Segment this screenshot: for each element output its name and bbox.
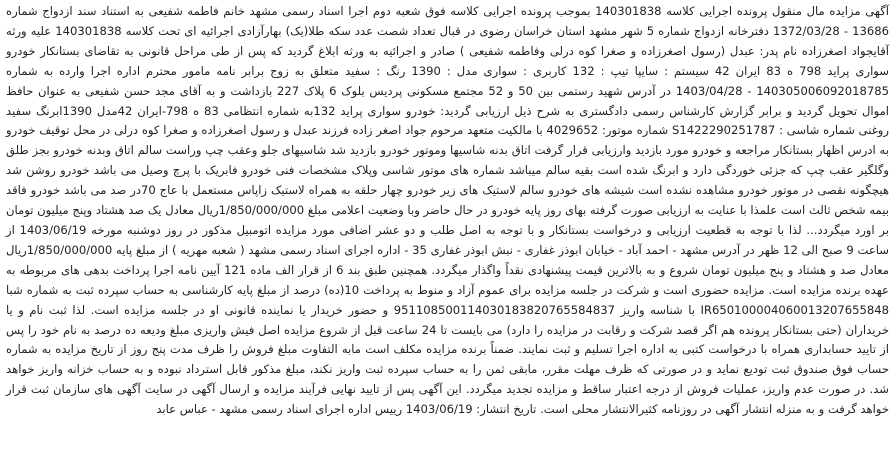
notice-body-text: آگهی مزایده مال منقول پرونده اجرایی کلاسه 140301838 بموجب پرونده اجرایی کلاسه فوق شعبه دوم اجرا اسناد رسمی مشهد خانم فاطمه شفیعی به استناد سند ازدواج شماره 13686 - 1372/03/28 دفترخانه ازدواج شماره 5 شهر مشهد استان خراسان رضوی در قبال تعداد شصت عدد سکه طلا(یک) بهارآزادی اجرائیه ای تحت کلاسه 140301838 علیه ورثه آقایجواد اصغرزاده نام پدر: عبدل (رسول اصغرزاده و صغرا کوه درلی وفاطمه شفیعی ) صادر و اجرائیه به ورثه ابلاغ گردید که پس از طی مراحل قانونی به تقاضای بستانکار خودرو سواری پراید 798 ه 83 ایران 42 سیستم : سایپا تیپ : 132 کاربری : سواری مدل : 1390 رنگ : سفید متعلق به زوج برابر نامه مامور محترم اداره اجرا وارده به شماره 140305006092018785 - 1403/04/28 در آدرس شهید رستمی بین 50 و 52 مجتمع مسکونی پردیس بلوک 6 پلاک 227 بازداشت و به آقای مجد حسن شفیعی به عنوان حافظ اموال تحویل گردید و برابر گزارش کارشناس رسمی دادگستری به شرح ذیل ارزیابی گردید: خودرو سواری پراید 132به شماره انتظامی 83 ه 798-ایران 42مدل 1390ابرنگ سفید روغنی شماره شاسی : S1422290251787 شماره موتور: 4029652 با مالکیت متعهد مرحوم جواد اصغر زاده فرزند عبدل و رسول اصغرزاده و صغرا کوه درلی در محل توقیف خودرو به ادرس اظهار بستانکار مراجعه و خودرو مورد بازدید وارزیابی قرار گرفت اتاق بدنه شاسیها وموتور خودرو بازدید شد شاسیهای جلو وعقب چپ وراست سالم اتاق وبدنه خودرو بجز طلق وگلگیر عقب چپ که جزئی خوردگی دارد و ابرنگ شده است بقیه سالم میباشد شماره های موتور شاسی وپلاک مشخصات فنی خودرو فابریک با پرچ وصیل می باشد خودرو روشن شد هیچگونه نقصی در موتور خودرو مشاهده نشده است شیشه های خودرو سالم لاستیک های زیر خودرو چهار حلقه به همراه لاستیک زاپاس مستعمل با عاج 70در صد می باشد خودرو فاقد بیمه شخص ثالث است علمذا با عنایت به ارزیابی صورت گرفته بهای روز پایه خودرو در حال حاضر وبا وضعیت اعلامی مبلغ 1/850/000/000ریال معادل یک صد هشتاد وپنج میلیون تومان بر اورد میگردد... لذا با توجه به قطعیت ارزیابی و درخواست بستانکار و با توجه به اصل طلب و دو عشر اضافی مورد مزایده اتومبیل مذکور در روز دوشنبه مورخه 1403/06/19 از ساعت 9 صبح الی 12 ظهر در آدرس مشهد - احمد آباد - خیابان ابوذر غفاری - نبش ابوذر غفاری 35 - اداره اجرای اسناد رسمی مشهد ( شعبه مهریه ) از مبلغ پایه 1/850/000/000ریال معادل صد و هشتاد و پنج میلیون تومان شروع و به بالاترین قیمت پیشنهادی نقداً واگذار میگردد. همچنین طبق بند 6 از قرار الف ماده 121 آیین نامه اجرا پرداخت بدهی های مربوطه به عهده برنده مزایده است. مزایده حضوری است و شرکت در جلسه مزایده برای عموم آزاد و منوط به پرداخت 10(ده) درصد از مبلغ پایه کارشناسی به حساب سپرده ثبت به شماره شبا IR650100004060013207655848 با شناسه واریز 951108500114030183820765584837 و حضور خریدار یا نماینده قانونی او در جلسه مزایده است. لذا ثبت نام و یا خریداران (حتی بستانکار پرونده هم اگر قصد شرکت و رقابت در مزایده را دارد) می بایست تا 24 ساعت قبل از شروع مزایده اصل فیش واریزی مبلغ ودیعه ده درصد به نام خود را پس از تایید حسابداری همراه با درخواست کتبی به اداره اجرا تسلیم و ثبت نمایند. ضمناً برنده مزایده مکلف است مابه التفاوت مبلغ فروش را ظرف مدت پنج روز از تاریخ مزایده به شماره حساب فوق صندوق ثبت تودیع نماید و در صورتی که ظرف مهلت مقرر، مابقی ثمن را به حساب سپرده ثبت واریز نکند، مبلغ مذکور قابل استرداد نبوده و به حساب خزانه واریز خواهد شد. در صورت عدم واریز، عملیات فروش از درجه اعتبار ساقط و مزایده تجدید میگردد. این آگهی پس از تایید نهایی فرآیند مزایده و ارسال آگهی در سایت آگهی های سازمان ثبت قرار خواهد گرفت و به منزله انتشار آگهی در روزنامه کثیرالانتشار محلی است. تاریخ انتشار: 1403/06/19 رییس اداره اجرای اسناد رسمی مشهد - عباس عابد — [6, 4, 890, 417]
